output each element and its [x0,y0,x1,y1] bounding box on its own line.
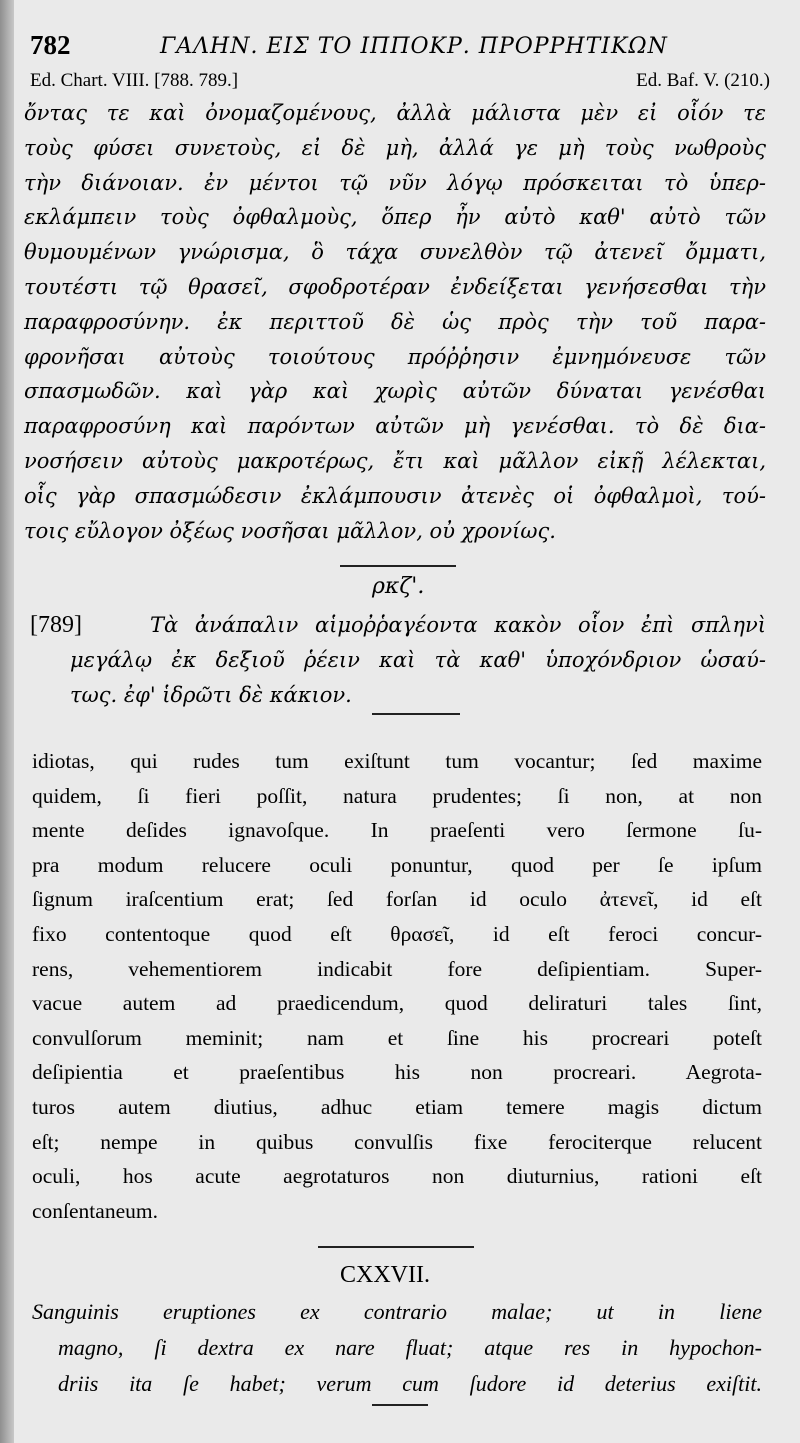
latin-line: convulſorum meminit; nam et ſine his procreari poteſt [32,1025,762,1050]
greek-line: τοις εὔλογον ὀξέως νοσῆσαι μᾶλλον, οὐ χρονίως. [24,518,556,543]
greek-line: ὄντας τε καὶ ὀνομαζομένους, ἀλλὰ μάλιστα μὲν εἰ οἷόν τε [24,101,766,125]
latin-line: eſt; nempe in quibus convulſis fixe ferociterque relucent [32,1129,762,1154]
latin-line: turos autem diutius, adhuc etiam temere magis dictum [32,1094,762,1119]
latin-line: quidem, ſi fieri poſſit, natura prudentes; ſi non, at non [32,783,762,808]
aphorism-page-marker: [789] [30,612,82,638]
running-header [30,30,750,66]
greek-line: νοσήσειν αὐτοὺς μακροτέρως, ἔτι καὶ μᾶλλον εἰκῇ λέλεκται, [24,448,766,473]
greek-commentary [24,96,766,548]
greek-line: τουτέστι τῷ θρασεῖ, σφοδροτέραν ἐνδείξεται γενήσεσθαι τὴν [24,274,766,299]
latin-aphorism-line: magno, ſi dextra ex nare fluat; atque res in hypochon- [58,1335,762,1360]
greek-line: σπασμωδῶν. καὶ γὰρ καὶ χωρὶς αὐτῶν δύναται γενέσθαι [24,379,766,404]
running-title: ΓΑΛΗΝ. ΕΙΣ ΤΟ ΙΠΠΟΚΡ. ΠΡΟΡΡΗΤΙΚΩΝ [160,34,668,59]
edition-reference-right: Ed. Baf. V. (210.) [636,70,770,91]
latin-aphorism-line: Sanguinis eruptiones ex contrario malae; ut in liene [32,1299,762,1324]
greek-aphorism-line: Τὰ ἀνάπαλιν αἱμοῤῥαγέοντα κακὸν οἷον ἐπὶ σπληνὶ [150,613,766,637]
page-number: 782 [30,30,71,60]
page-edge-shadow [0,0,14,1443]
greek-line: θυμουμένων γνώρισμα, ὃ τάχα συνελθὸν τῷ ἀτενεῖ ὄμματι, [24,240,766,265]
section-divider-rule [340,565,456,567]
greek-line: εκλάμπειν τοὺς ὀφθαλμοὺς, ὅπερ ἦν αὐτὸ καθ' αὐτὸ τῶν [24,205,766,230]
greek-line: παραφροσύνη καὶ παρόντων αὐτῶν μὴ γενέσθαι. τὸ δὲ δια- [24,414,766,439]
latin-aphorism [32,1294,762,1402]
aphorism-end-rule [372,713,460,715]
latin-line: fixo contentoque quod eſt θρασεῖ, id eſt feroci concur- [32,921,762,946]
latin-line: conſentaneum. [32,1198,158,1223]
latin-line: pra modum relucere oculi ponuntur, quod per ſe ipſum [32,852,762,877]
greek-line: οἷς γὰρ σπασμώδεσιν ἐκλάμπουσιν ἀτενὲς οἱ ὀφθαλμοὶ, τού- [24,483,766,508]
latin-line: deſipientia et praeſentibus his non procreari. Aegrota- [32,1060,762,1085]
greek-line: τοὺς φύσει συνετοὺς, εἰ δὲ μὴ, ἀλλά γε μὴ τοὺς νωθροὺς [24,135,766,160]
latin-section-number: CXXVII. [340,1262,430,1288]
latin-line: oculi, hos acute aegrotaturos non diuturnius, rationi eſt [32,1164,762,1189]
latin-commentary [32,744,762,1228]
section-divider-rule [318,1246,474,1248]
latin-line: vacue autem ad praedicendum, quod deliraturi tales ſint, [32,991,762,1016]
latin-aphorism-line: driis ita ſe habet; verum cum ſudore id deterius exiſtit. [58,1371,762,1396]
latin-line: ſignum iraſcentium erat; ſed forſan id oculo ἀτενεῖ, id eſt [32,887,762,912]
latin-line: rens, vehementiorem indicabit fore deſipientiam. Super- [32,956,762,981]
latin-line: mente deſides ignavoſque. In praeſenti vero ſermone ſu- [32,818,762,843]
greek-line: φρονῆσαι αὐτοὺς τοιούτους πρόῤῥησιν ἐμνημόνευσε τῶν [24,344,766,369]
latin-line: idiotas, qui rudes tum exiſtunt tum vocantur; ſed maxime [32,749,762,773]
greek-section-number: ρκζ'. [372,574,425,599]
greek-aphorism-line: τως. ἐφ' ἱδρῶτι δὲ κάκιον. [70,683,352,707]
aphorism-end-rule [372,1404,428,1406]
edition-reference-left: Ed. Chart. VIII. [788. 789.] [30,70,239,91]
greek-aphorism-line: μεγάλῳ ἐκ δεξιοῦ ῥέειν καὶ τὰ καθ' ὑποχόνδριον ὡσαύ- [70,648,766,672]
greek-line: παραφροσύνην. ἐκ περιττοῦ δὲ ὡς πρὸς τὴν τοῦ παρα- [24,309,766,334]
edition-reference-line [30,70,770,94]
greek-line: τὴν διάνοιαν. ἐν μέντοι τῷ νῦν λόγῳ πρόσκειται τὸ ὑπερ- [24,170,766,195]
